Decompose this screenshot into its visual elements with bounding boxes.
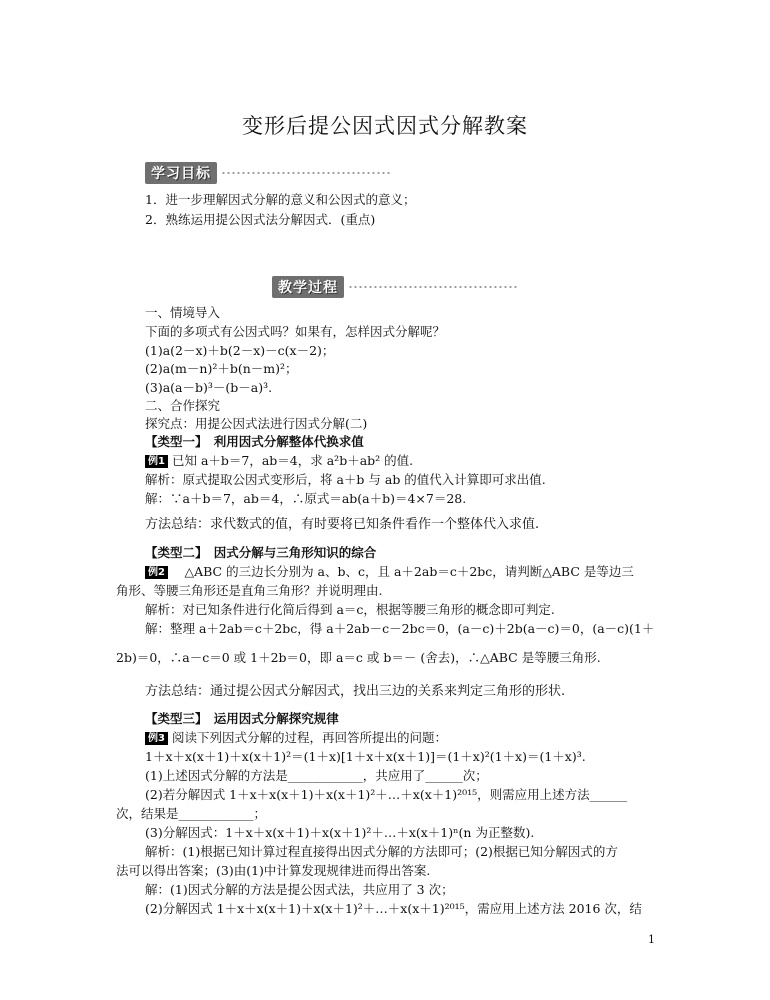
question-line: 次，结果是____________； — [116, 806, 267, 821]
example-text: △ABC 的三边长分别为 a、b、c，且 a＋2ab＝c＋2bc，请判断△ABC 是等边三 — [171, 564, 634, 579]
section-label: 教学过程 — [272, 276, 344, 298]
example-line — [145, 453, 413, 469]
example-line — [145, 730, 447, 746]
section-label: 学习目标 — [145, 162, 217, 184]
dotted-divider — [221, 171, 391, 175]
solution-line: 2b)＝0，∴a－c＝0 或 1＋2b＝0，即 a＝c 或 b＝－ (舍去)，∴△ABC 是等腰三角形. — [116, 650, 601, 665]
type-heading: 【类型三】 运用因式分解探究规律 — [145, 711, 339, 726]
solution-line: 解：∵a＋b＝7，ab＝4，∴原式＝ab(a＋b)＝4×7＝28. — [145, 491, 467, 506]
solution-line: (2)分解因式 1＋x＋x(x＋1)＋x(x＋1)²＋…＋x(x＋1)²⁰¹⁵，需应用上述方法 2016 次，结 — [145, 901, 642, 916]
solution-line: 解：(1)因式分解的方法是提公因式法，共应用了 3 次； — [145, 882, 454, 897]
analysis-line: 解析：对已知条件进行化简后得到 a＝c，根据等腰三角形的概念即可判定. — [145, 602, 555, 617]
list-item: (1)a(2－x)＋b(2－x)－c(x－2)； — [145, 343, 335, 358]
part-heading: 一、情境导入 — [145, 305, 221, 320]
type-heading: 【类型二】 因式分解与三角形知识的综合 — [145, 545, 377, 560]
question-line: (3)分解因式：1＋x＋x(x＋1)＋x(x＋1)²＋…＋x(x＋1)ⁿ(n 为正整数). — [145, 825, 535, 840]
objective-item: 2．熟练运用提公因式法分解因式．(重点) — [145, 212, 376, 227]
method-summary: 方法总结：求代数式的值，有时要将已知条件看作一个整体代入求值. — [145, 517, 540, 532]
example-tag: 例3 — [145, 732, 168, 745]
section-header-objectives — [145, 162, 391, 184]
section-header-process — [272, 276, 518, 298]
question-line: (1)上述因式分解的方法是____________，共应用了______次； — [145, 768, 488, 783]
analysis-line: 解析：原式提取公因式变形后，将 a＋b 与 ab 的值代入计算即可求出值. — [145, 472, 546, 487]
paragraph: 探究点：用提公因式法进行因式分解(二) — [145, 416, 368, 431]
list-item: (2)a(m－n)²＋b(n－m)²； — [145, 361, 298, 376]
objective-item: 1．进一步理解因式分解的意义和公因式的意义； — [145, 192, 416, 207]
list-item: (3)a(a－b)³－(b－a)³. — [145, 380, 273, 395]
solution-line: 解：整理 a＋2ab＝c＋2bc，得 a＋2ab－c－2bc＝0，(a－c)＋2b(a－c)＝0，(a－c)(1＋ — [145, 621, 655, 636]
analysis-line: 解析：(1)根据已知计算过程直接得出因式分解的方法即可；(2)根据已知分解因式的方 — [145, 844, 618, 859]
formula-line: 1＋x＋x(x＋1)＋x(x＋1)²＝(1＋x)[1＋x＋x(x＋1)]＝(1＋x)²(1＋x)＝(1＋x)³. — [145, 749, 586, 764]
example-tag: 例1 — [145, 455, 168, 468]
dotted-divider — [348, 285, 518, 289]
page-number: 1 — [648, 933, 655, 946]
paragraph: 下面的多项式有公因式吗？如果有，怎样因式分解呢？ — [145, 324, 446, 339]
example-tag: 例2 — [145, 566, 168, 579]
example-line — [145, 564, 634, 580]
example-text: 阅读下列因式分解的过程，再回答所提出的问题： — [171, 730, 447, 745]
example-text: 角形、等腰三角形还是直角三角形？并说明理由. — [116, 583, 383, 598]
type-heading: 【类型一】 利用因式分解整体代换求值 — [145, 434, 364, 449]
method-summary: 方法总结：通过提公因式分解因式，找出三边的关系来判定三角形的形状. — [145, 684, 566, 699]
part-heading: 二、合作探究 — [145, 398, 221, 413]
document-title: 变形后提公因式因式分解教案 — [242, 114, 528, 138]
example-text: 已知 a＋b＝7，ab＝4，求 a²b＋ab² 的值. — [171, 453, 414, 468]
question-line: (2)若分解因式 1＋x＋x(x＋1)＋x(x＋1)²＋…＋x(x＋1)²⁰¹⁵，则需应用上述方法______ — [145, 787, 628, 802]
analysis-line: 法可以得出答案；(3)由(1)中计算发现规律进而得出答案. — [116, 863, 431, 878]
